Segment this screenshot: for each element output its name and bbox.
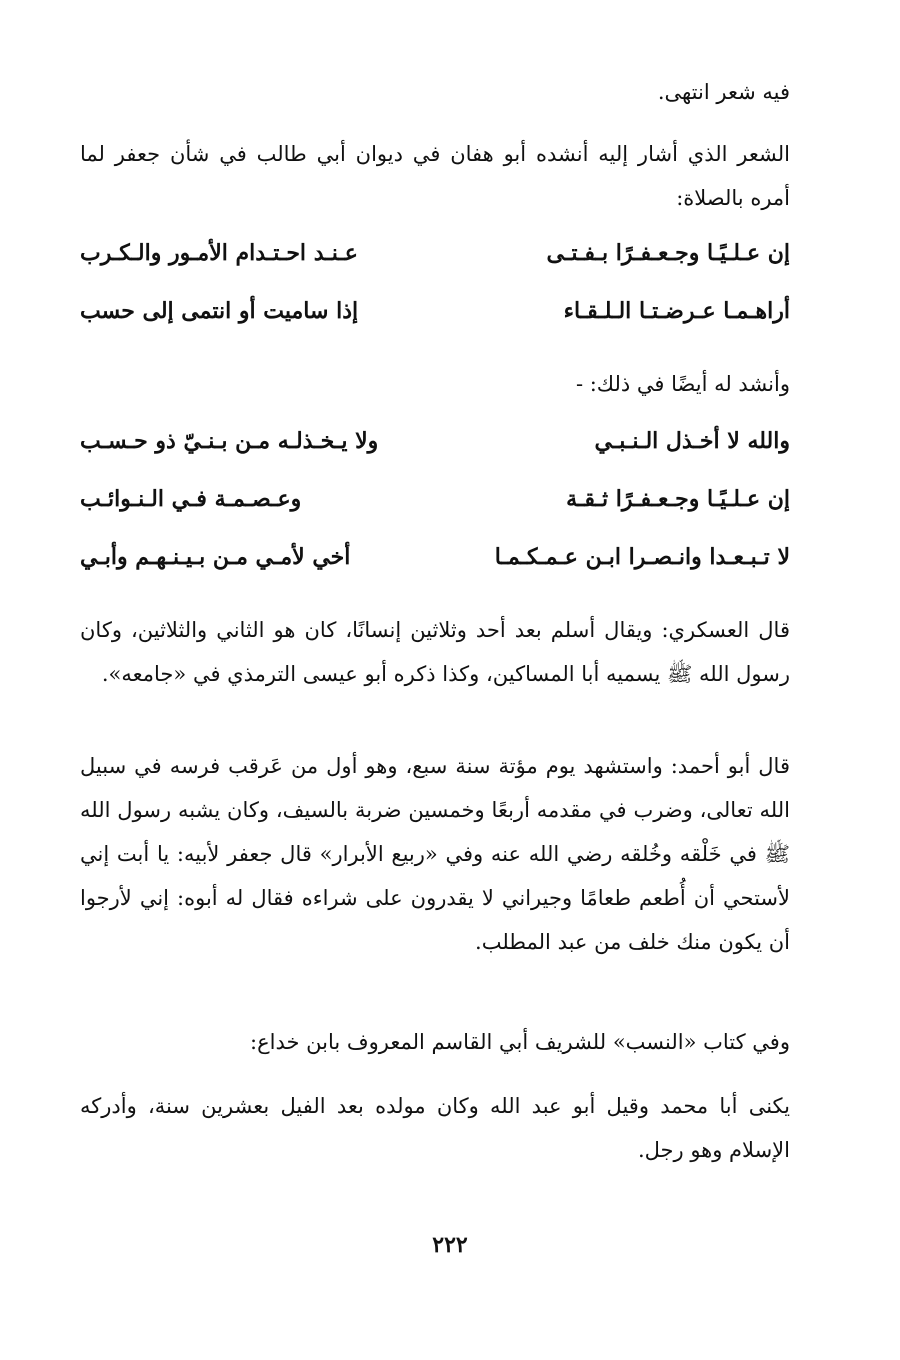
paragraph-5 <box>80 744 790 964</box>
paragraph-text: وأنشد له أيضًا في ذلك: - <box>575 372 790 396</box>
paragraph-text: وفي كتاب «النسب» للشريف أبي القاسم المعروف بابن خداع: <box>250 1030 790 1054</box>
paragraph-4 <box>80 608 790 696</box>
verse-line-5 <box>80 544 790 570</box>
verse-line-4 <box>80 486 790 512</box>
verse-hemistich-right: إن عـلـيًـا وجـعـفـرًا ثـقـة <box>566 486 790 512</box>
verse-hemistich-right: والله لا أخـذل الـنـبـي <box>594 428 790 454</box>
paragraph-6 <box>80 1020 790 1064</box>
verse-hemistich-left: ولا يـخـذلـه مـن بـنـيّ ذو حـسـب <box>80 428 379 454</box>
paragraph-1 <box>80 70 790 114</box>
verse-line-3 <box>80 428 790 454</box>
verse-hemistich-right: أراهـمـا عـرضـتـا الـلـقـاء <box>563 298 790 324</box>
paragraph-text: الشعر الذي أشار إليه أنشده أبو هفان في ديوان أبي طالب في شأن جعفر لما أمره بالصلاة: <box>80 142 790 210</box>
paragraph-3 <box>80 362 790 406</box>
paragraph-text: فيه شعر انتهى. <box>657 80 790 104</box>
paragraph-text: يكنى أبا محمد وقيل أبو عبد الله وكان مولده بعد الفيل بعشرين سنة، وأدركه الإسلام وهو رجل. <box>80 1094 790 1162</box>
verse-hemistich-left: عـنـد احـتـدام الأمـور والـكـرب <box>80 240 358 266</box>
paragraph-text: قال العسكري: ويقال أسلم بعد أحد وثلاثين إنسانًا، كان هو الثاني والثلاثين، وكان رسول الله ﷺ يسميه أبا المساكين، وكذا ذكره أبو عيسى الترمذي في «جامعه». <box>80 618 790 686</box>
page-number: ٢٢٢ <box>432 1232 468 1258</box>
verse-hemistich-right: إن عـلـيًـا وجـعـفـرًا بـفـتـى <box>546 240 790 266</box>
verse-hemistich-left: إذا ساميت أو انتمى إلى حسب <box>80 298 359 324</box>
paragraph-2 <box>80 132 790 220</box>
verse-hemistich-left: وعـصـمـة فـي الـنـوائـب <box>80 486 302 512</box>
verse-line-1 <box>80 240 790 266</box>
paragraph-text: قال أبو أحمد: واستشهد يوم مؤتة سنة سبع، وهو أول من عَرقب فرسه في سبيل الله تعالى، وضرب في مقدمه أربعًا وخمسين ضربة بالسيف، وكان يشبه رسول الله ﷺ في خَلْقه وخُلقه رضي الله عنه وفي «ربيع الأبرار» قال جعفر لأبيه: يا أبت إني لأستحي أن أُطعم طعامًا وجيراني لا يقدرون على شراءه فقال له أبوه: إني لأرجوا أن يكون منك خلف من عبد المطلب. <box>80 754 790 954</box>
paragraph-7 <box>80 1084 790 1172</box>
verse-hemistich-left: أخي لأمـي مـن بـيـنـهـم وأبـي <box>80 544 351 570</box>
verse-line-2 <box>80 298 790 324</box>
verse-hemistich-right: لا تـبـعـدا وانـصـرا ابـن عـمـكـمـا <box>494 544 790 570</box>
